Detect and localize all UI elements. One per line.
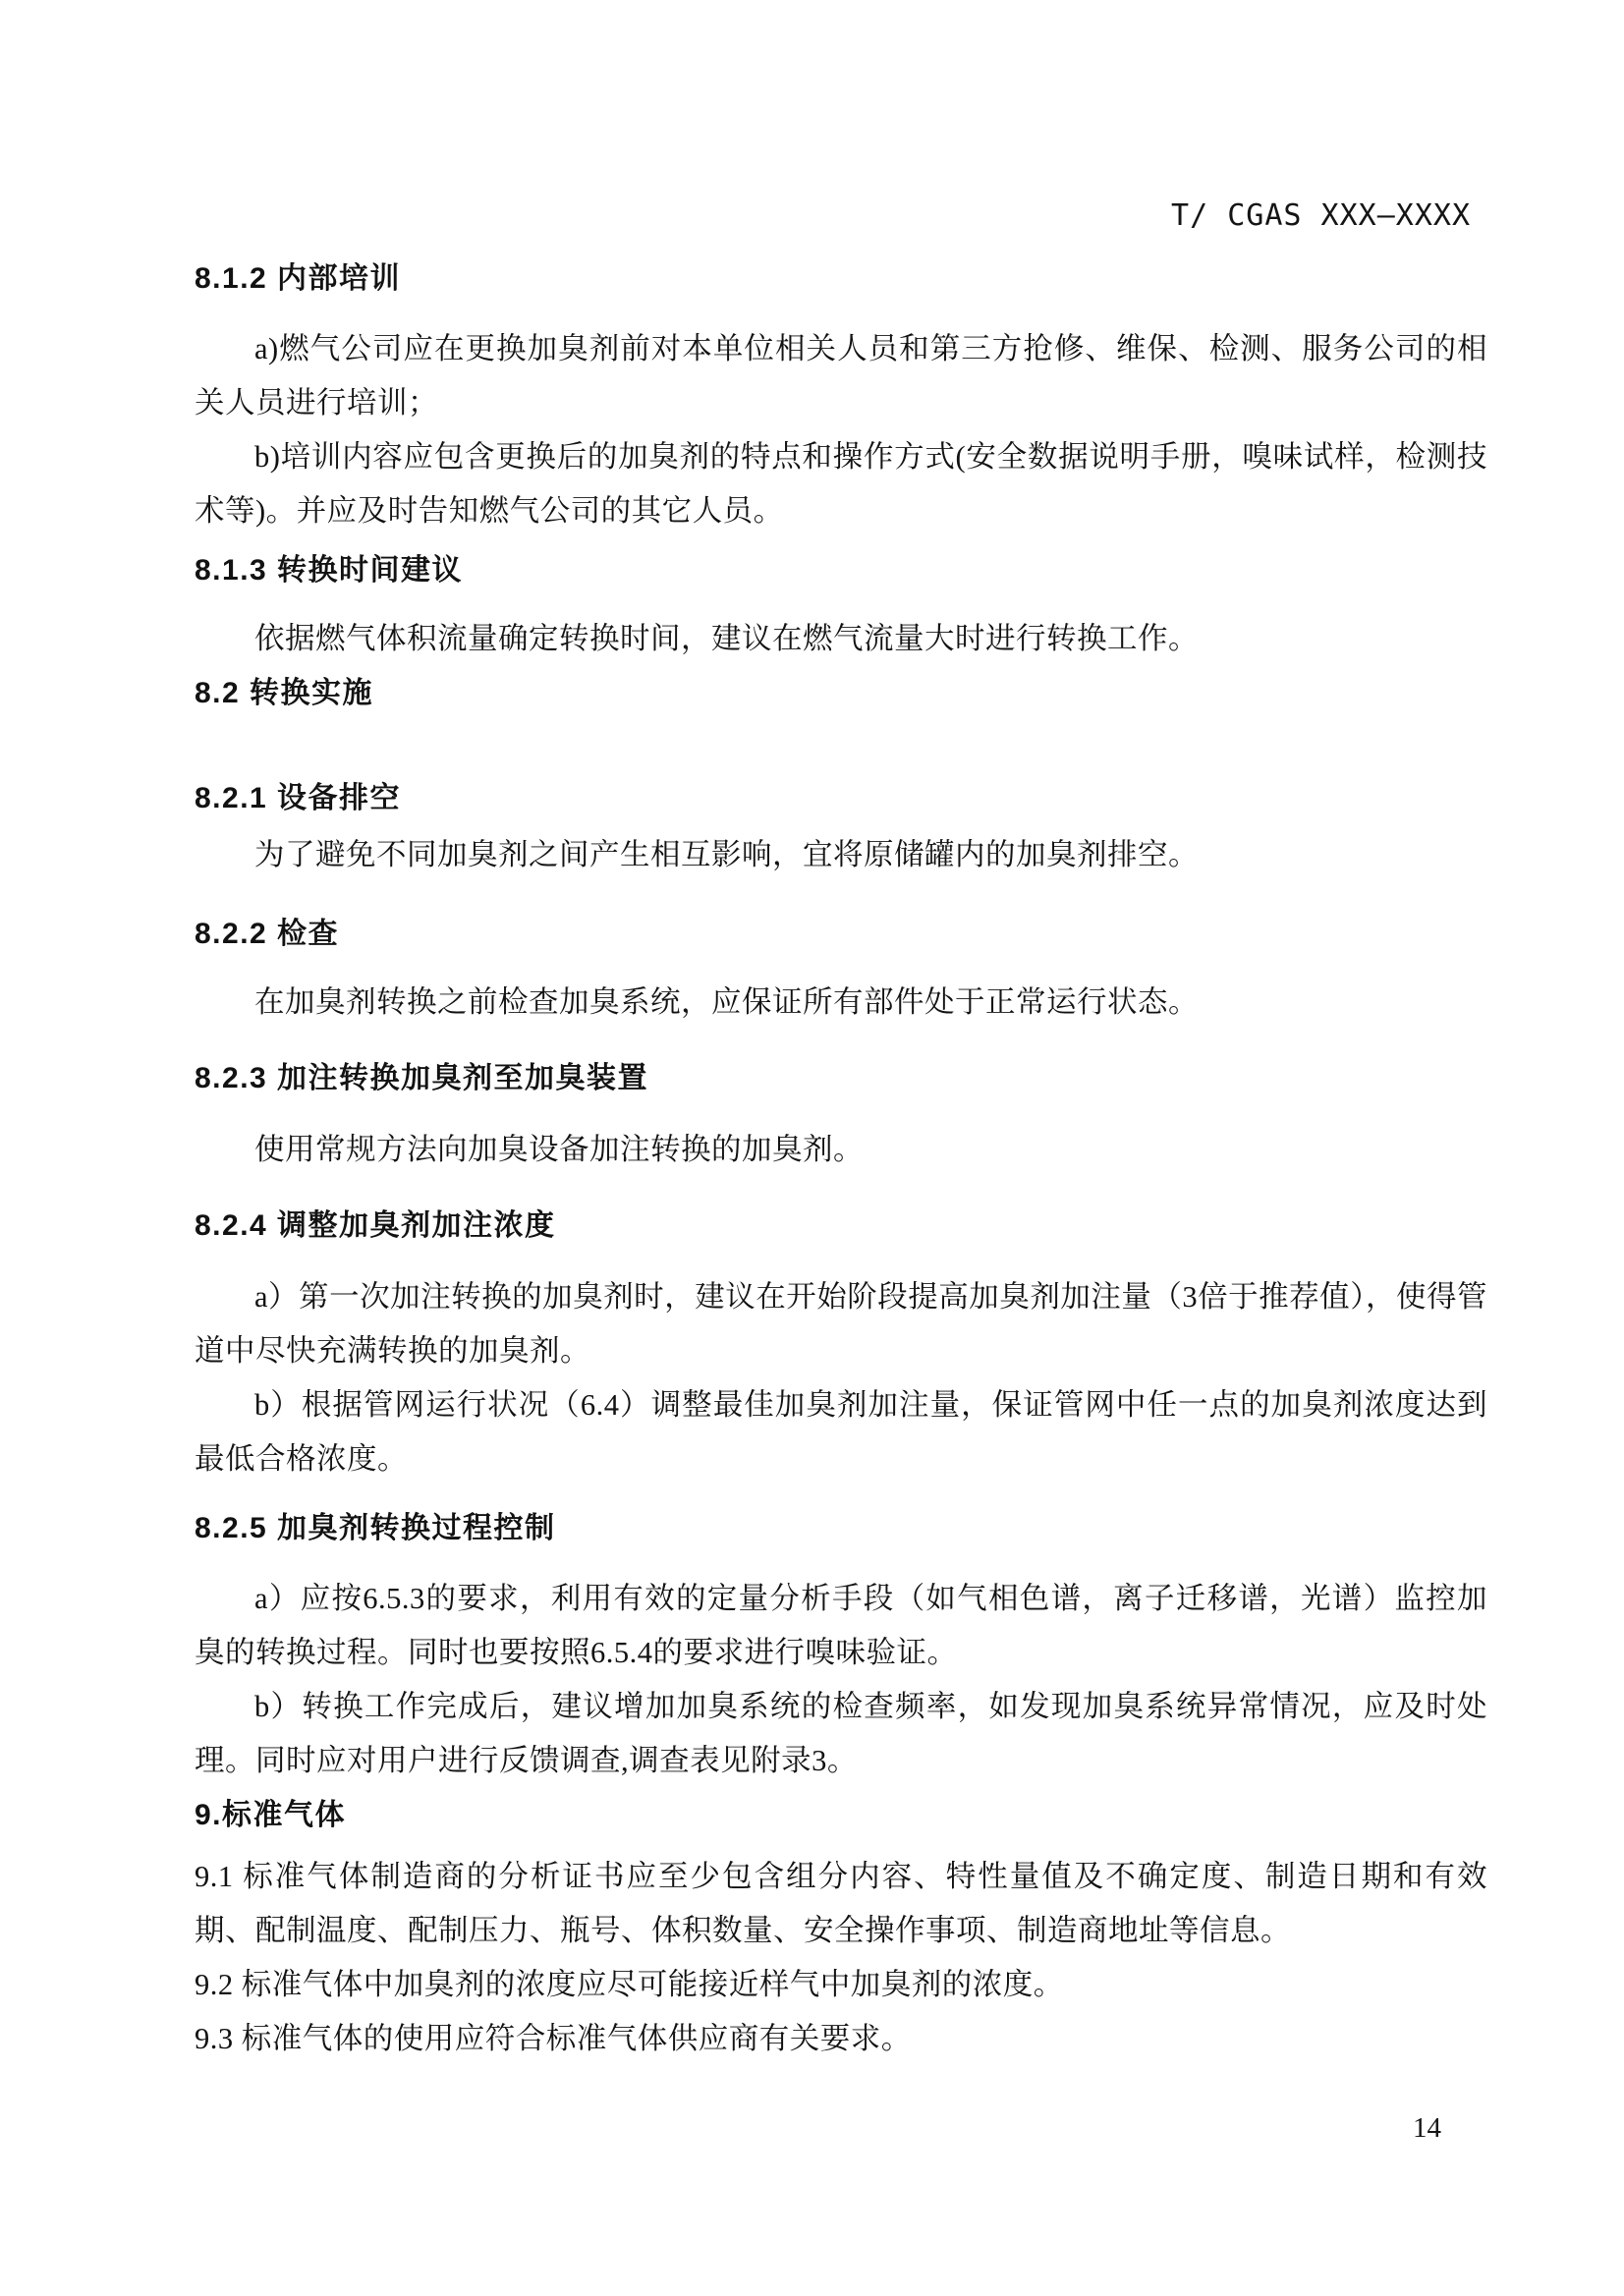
heading-8-2-2-inspection: 8.2.2 检查 (195, 918, 340, 950)
heading-8-1-2-internal-training: 8.1.2 内部培训 (195, 262, 402, 295)
heading-8-2-conversion-implementation: 8.2 转换实施 (195, 677, 374, 709)
para-8-2-5-item-b: b）转换工作完成后，建议增加加臭系统的检查频率，如发现加臭系统异常情况，应及时处理。同时应对用户进行反馈调查,调查表见附录3。 (195, 1690, 1487, 1777)
para-9-2: 9.2 标准气体中加臭剂的浓度应尽可能接近样气中加臭剂的浓度。 (195, 1968, 1064, 2001)
heading-8-2-4-adjust-concentration: 8.2.4 调整加臭剂加注浓度 (195, 1209, 556, 1242)
para-8-2-1-body: 为了避免不同加臭剂之间产生相互影响，宜将原储罐内的加臭剂排空。 (254, 838, 1199, 871)
para-9-1: 9.1 标准气体制造商的分析证书应至少包含组分内容、特性量值及不确定度、制造日期和有效期、配制温度、配制压力、瓶号、体积数量、安全操作事项、制造商地址等信息。 (195, 1860, 1487, 1947)
heading-9-standard-gas: 9.标准气体 (195, 1799, 347, 1831)
para-8-1-2-item-b: b)培训内容应包含更换后的加臭剂的特点和操作方式(安全数据说明手册，嗅味试样，检测技术等)。并应及时告知燃气公司的其它人员。 (195, 440, 1487, 528)
heading-8-1-3-conversion-time: 8.1.3 转换时间建议 (195, 554, 464, 587)
page-number: 14 (1413, 2112, 1441, 2144)
heading-8-2-3-filling-odorant: 8.2.3 加注转换加臭剂至加臭装置 (195, 1062, 649, 1094)
heading-8-2-1-equipment-emptying: 8.2.1 设备排空 (195, 782, 402, 814)
heading-8-2-5-process-control: 8.2.5 加臭剂转换过程控制 (195, 1512, 556, 1544)
para-8-2-5-item-a: a）应按6.5.3的要求，利用有效的定量分析手段（如气相色谱，离子迁移谱，光谱）监控加臭的转换过程。同时也要按照6.5.4的要求进行嗅味验证。 (195, 1582, 1487, 1669)
para-8-1-2-item-a: a)燃气公司应在更换加臭剂前对本单位相关人员和第三方抢修、维保、检测、服务公司的相关人员进行培训； (195, 332, 1487, 420)
document-body (195, 0, 1487, 2066)
para-8-2-4-item-a: a）第一次加注转换的加臭剂时，建议在开始阶段提高加臭剂加注量（3倍于推荐值），使得管道中尽快充满转换的加臭剂。 (195, 1280, 1487, 1368)
para-8-2-3-body: 使用常规方法向加臭设备加注转换的加臭剂。 (254, 1133, 864, 1166)
para-9-3: 9.3 标准气体的使用应符合标准气体供应商有关要求。 (195, 2022, 912, 2055)
para-8-2-2-body: 在加臭剂转换之前检查加臭系统，应保证所有部件处于正常运行状态。 (254, 985, 1199, 1019)
standard-number-header: T/ CGAS XXX—XXXX (1171, 198, 1471, 233)
para-8-1-3-body: 依据燃气体积流量确定转换时间，建议在燃气流量大时进行转换工作。 (254, 622, 1199, 655)
para-8-2-4-item-b: b）根据管网运行状况（6.4）调整最佳加臭剂加注量，保证管网中任一点的加臭剂浓度达到最低合格浓度。 (195, 1388, 1487, 1476)
